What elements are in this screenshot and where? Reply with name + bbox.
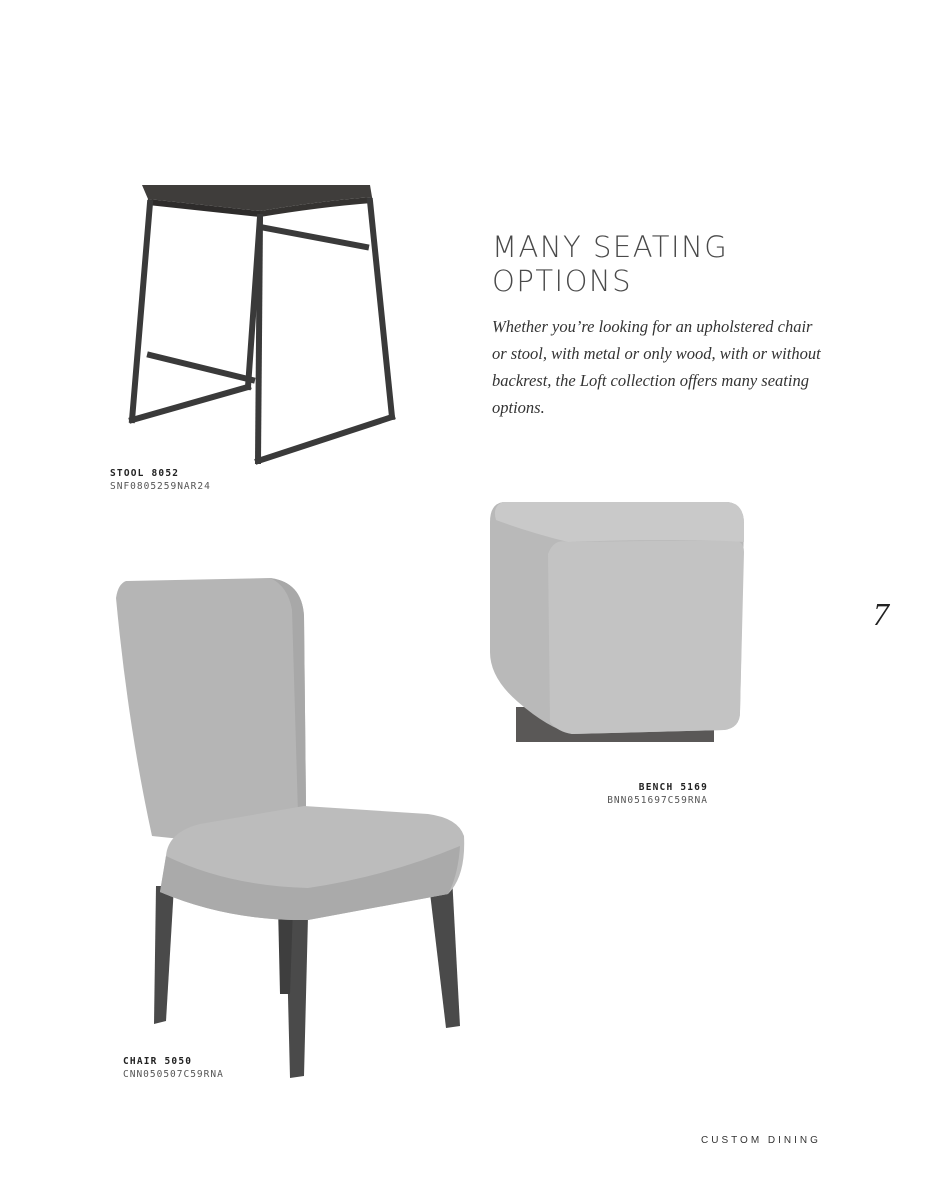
stool-name: STOOL 8052 (110, 468, 180, 479)
chair-caption (123, 1056, 224, 1080)
stool-image (120, 165, 410, 475)
bench-image (488, 502, 748, 747)
chair-image (108, 576, 473, 1081)
chair-code: CNN050507C59RNA (123, 1069, 224, 1080)
section-description: Whether you’re looking for an upholstered chair or stool, with metal or only wood, with or without backrest, the Loft collection offers many seating options. (492, 317, 821, 417)
bench-name: BENCH 5169 (638, 782, 708, 793)
bench-code: BNN051697C59RNA (607, 795, 708, 806)
section-title-line2: OPTIONS (492, 264, 633, 298)
chair-name: CHAIR 5050 (123, 1056, 193, 1067)
section-title (492, 230, 812, 298)
page-number: 7 (873, 596, 889, 632)
section-title-line1: MANY SEATING (492, 230, 729, 264)
stool-caption (110, 468, 211, 492)
bench-caption (607, 782, 708, 806)
footer-label: CUSTOM DINING (701, 1135, 821, 1146)
stool-code: SNF0805259NAR24 (110, 481, 211, 492)
